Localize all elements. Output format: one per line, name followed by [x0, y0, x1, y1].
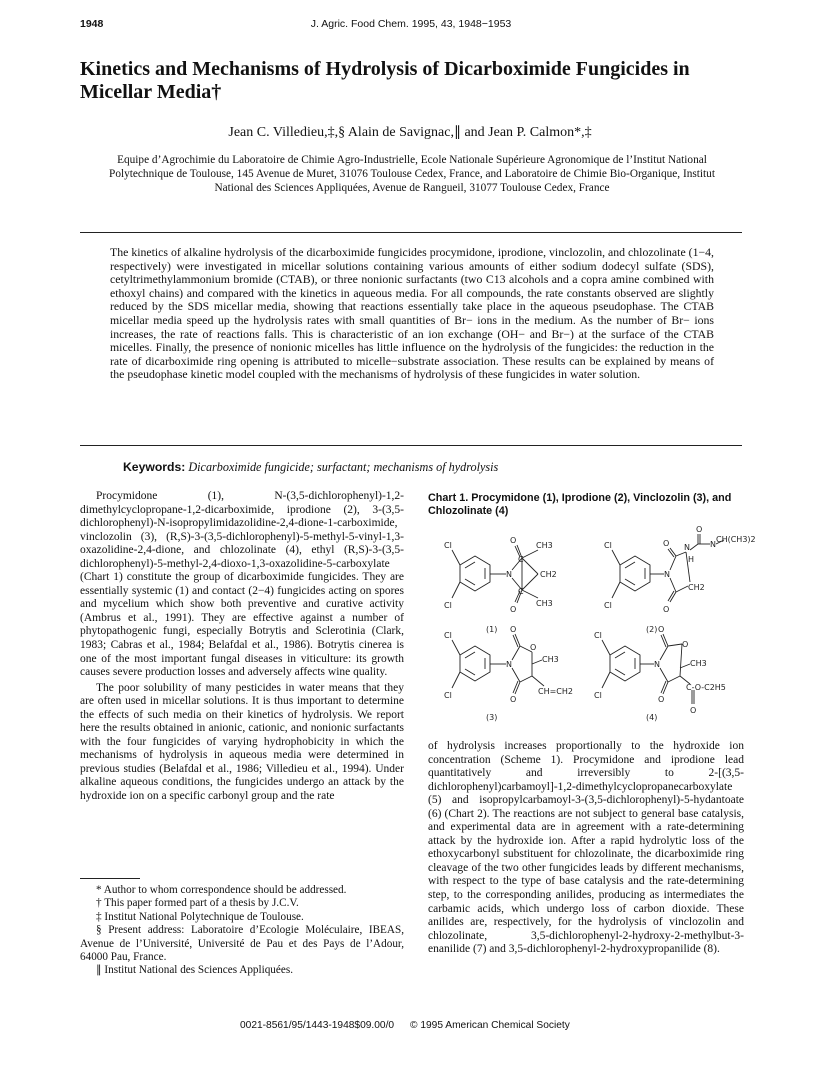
chart-caption: Chart 1. Procymidone (1), Iprodione (2), Vinclozolin (3), and Chlozolinate (4)	[428, 492, 732, 517]
footnote-rule	[80, 878, 140, 879]
author-list: Jean C. Villedieu,‡,§ Alain de Savignac,∥ and Jean P. Calmon*,‡	[228, 125, 592, 140]
right-column-text: of hydrolysis increases proportionally to the hydroxide ion concentration (Scheme 1). Procymidone and iprodione lead quantitatively and irreversibly to 2-[(3,5-dichlorophenyl)carbamoyl]-1,2-dimethylcyclopropanecarboxylate (5) and isopropylcarbamoyl-3-(3,5-dichlorophenyl)-5-hydantoate (6) (Chart 2). The reactions are not subject to general base catalysis, and experimental data are in agreement with a rate-determining attack by the hydroxide ion. After a rapid hydrolytic loss of the ethoxycarbonyl substituent for chlozolinate, the dicarboximide ring cleavage of the two other fungicides leads by different mechanisms, with respect to the type of base catalysis and the rate-determining step, to the corresponding anilides, producing as intermediates the carbamic acids, which undergo loss of carbon dioxide. These anilides are, respectively, for the hydrolysis of vinclozolin and chlozolinate, 3,5-dichlorophenyl-2-hydroxy-2-methylbut-3-enanilide (7) and 3,5-dichlorophenyl-2-hydroxypropanilide (8).	[428, 740, 744, 956]
left-column	[80, 490, 404, 804]
keywords-text: Dicarboximide fungicide; surfactant; mechanisms of hydrolysis	[188, 460, 499, 474]
s4-o-ester: O	[690, 706, 697, 715]
copyright: © 1995 American Chemical Society	[410, 1020, 570, 1031]
label-compound-1: (1)	[486, 625, 498, 634]
body-paragraph-1: Procymidone (1), N-(3,5-dichlorophenyl)-1,2-dimethylcyclopropane-1,2-dicarboximide, iprodione (2), 3-(3,5-dichlorophenyl)-N-isopropylimidazolidine-2,4-dione-1-carboximide, vinclozolin (3), (R,S)-3-(3,5-dichlorophenyl)-5-methyl-5-vinyl-1,3-oxazolidine-2,4-dione, and chlozolinate (4), ethyl (R,S)-3-(3,5-dichlorophenyl)-5-methyl-2,4-dioxo-1,3-oxazolidine-5-carboxylate (Chart 1) constitute the group of dicarboximide fungicides. They are essentially systemic (1) and contact (2−4) fungicides acting on spores and mycelium which show both preventive and curative activity (Ambrus et al., 1991). They are effective against a number of phytopathogenic fungi, especially Botrytis and Sclerotinia (Clark, 1983; Cabras et al., 1984; Belafdal et al., 1986). Botrytis cinerea is one of the most important fungal diseases in viticulture: its growth causes severe production losses and adversely affects wine quality.	[80, 490, 404, 679]
abstract-bottom-rule	[80, 445, 742, 446]
s4-ch3: CH3	[690, 659, 707, 668]
chemical-structures-figure	[420, 520, 756, 735]
body-paragraph-2: The poor solubility of many pesticides in water means that they are often used in micellar solutions. It is thus important to determine the effects of such media on their kinetics of hydrolysis. We report here the results obtained in anionic, cationic, and nonionic surfactants with the four fungicides of varying hydrophobicity in which the mechanisms of hydrolysis in aqueous media were determined in previous studies (Belafdal et al., 1986; Villedieu et al., 1994). Under alkaline aqueous conditions, the fungicides undergo an attack by the hydroxide ion on a specific carbonyl group and the rate	[80, 681, 404, 803]
label-compound-2: (2)	[646, 625, 658, 634]
s1-cl-top: Cl	[444, 541, 452, 550]
s2-n3: N	[710, 540, 716, 549]
page-number: 1948	[80, 18, 104, 30]
s1-o-top: O	[510, 536, 517, 545]
s2-o-carbonyl: O	[696, 525, 703, 534]
footnote-inpt: ‡ Institut National Polytechnique de Toulouse.	[96, 910, 304, 923]
structure-procymidone	[452, 545, 538, 603]
keywords-line	[123, 460, 713, 475]
running-header	[80, 18, 742, 32]
s3-cl-bottom: Cl	[444, 691, 452, 700]
journal-reference: J. Agric. Food Chem. 1995, 43, 1948−1953	[310, 18, 512, 30]
article-title: Kinetics and Mechanisms of Hydrolysis of Dicarboximide Fungicides in Micellar Media†	[80, 58, 690, 103]
s1-c-top: C	[518, 555, 524, 564]
s2-cl-bottom: Cl	[604, 601, 612, 610]
s2-o-top: O	[663, 539, 670, 548]
s1-ch3-bottom: CH3	[536, 599, 553, 608]
footnote-present-address: § Present address: Laboratoire d’Ecologie Moléculaire, IBEAS, Avenue de l’Université, Université de Pau et des Pays de l’Adour, 64000 Pau, France.	[80, 924, 404, 964]
s1-cl-bottom: Cl	[444, 601, 452, 610]
article-code: 0021-8561/95/1443-1948$09.00/0	[240, 1020, 395, 1031]
s1-c-bottom: C	[518, 587, 524, 596]
s3-n: N	[506, 660, 512, 669]
label-compound-3: (3)	[486, 713, 498, 722]
s3-vinyl: CH=CH2	[538, 687, 573, 696]
s2-h: H	[688, 555, 695, 564]
s4-cl-bottom: Cl	[594, 691, 602, 700]
s4-n: N	[654, 660, 660, 669]
keywords-label: Keywords:	[123, 460, 186, 474]
s4-o-top: O	[658, 625, 665, 634]
s2-n2: N	[684, 543, 690, 552]
structures-svg	[420, 520, 756, 735]
label-compound-4: (4)	[646, 713, 658, 722]
s3-ch3: CH3	[542, 655, 559, 664]
s4-o-ring: O	[682, 640, 689, 649]
footnote-corresponding: * Author to whom correspondence should be addressed.	[96, 884, 347, 896]
s2-o-bottom: O	[663, 605, 670, 614]
s2-cl-top: Cl	[604, 541, 612, 550]
s3-o-bottom: O	[510, 695, 517, 704]
s3-o-top: O	[510, 625, 517, 634]
s3-cl-top: Cl	[444, 631, 452, 640]
footnote-insa: ∥ Institut National des Sciences Appliquées.	[96, 964, 293, 977]
s2-ch2: CH2	[688, 583, 705, 592]
affiliations: Equipe d’Agrochimie du Laboratoire de Chimie Agro-Industrielle, Ecole Nationale Supérieure Agronomique de l’Institut National Polytechnique de Toulouse, 145 Avenue de Muret, 31076 Toulouse Cedex, France, and Laboratoire de Chimie Bio-Organique, Institut National des Sciences Appliquées, Avenue de Rangueil, 31077 Toulouse Cedex, France	[109, 154, 715, 194]
s4-o-bottom: O	[658, 695, 665, 704]
footnote-thesis: † This paper formed part of a thesis by J.C.V.	[96, 897, 299, 910]
structure-chlozolinate	[602, 634, 694, 704]
s3-o-ring: O	[530, 643, 537, 652]
s1-ch2: CH2	[540, 570, 557, 579]
s4-ester: C-O-C2H5	[686, 683, 726, 692]
s1-n: N	[506, 570, 512, 579]
s2-isopropyl: CH(CH3)2	[716, 535, 756, 544]
s2-n1: N	[664, 570, 670, 579]
s1-ch3-top: CH3	[536, 541, 553, 550]
s4-cl-top: Cl	[594, 631, 602, 640]
abstract-top-rule	[80, 232, 742, 233]
footnotes	[80, 884, 404, 978]
abstract: The kinetics of alkaline hydrolysis of the dicarboximide fungicides procymidone, iprodione, vinclozolin, and chlozolinate (1−4, respectively) were investigated in micellar solutions containing various amounts of either sodium dodecyl sulfate (SDS), cetyltrimethylammonium bromide (CTAB), or three nonionic surfactants (two C13 alcohols and a copra amine combined with ethoxyl chains) and compared with the kinetics in aqueous media. For all compounds, the rate constants observed are slightly reduced by the SDS micellar media, showing that reactions essentially take place in the aqueous pseudophase. The CTAB micellar media speed up the hydrolysis rates with small quantities of Br− ions in the medium. As the number of Br− ions increases, the rate of reactions falls. This is characteristic of an ion exchange (OH− and Br−) at the surface of the CTAB micelles. Finally, the presence of nonionic micelles has little influence on the hydrolysis of the fungicides: the reduction in the rate of dicarboximide ring opening is attributed to micelle−substrate association. These results can be explained by means of the pseudophase kinetic model coupled with the mechanisms of hydrolysis of these fungicides in water solution.	[110, 245, 714, 382]
s1-o-bottom: O	[510, 605, 517, 614]
